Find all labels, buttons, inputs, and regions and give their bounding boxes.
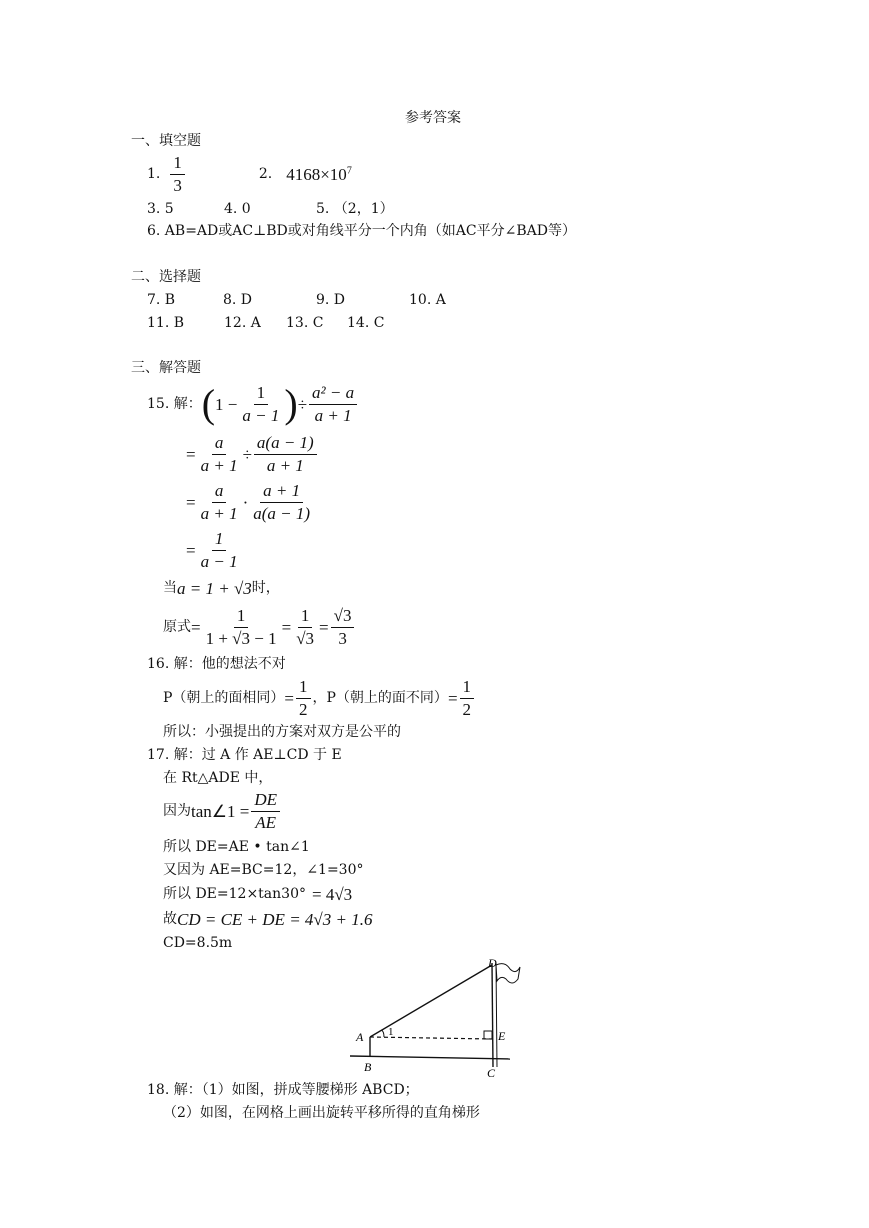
q17-line-2 (163, 788, 282, 834)
figure-flagpole (492, 963, 493, 1067)
figure-label-a: A (356, 1030, 364, 1044)
q15-result-frac-1-den: 1 + √3 − 1 (205, 628, 277, 648)
figure-flag (496, 964, 520, 983)
q16-half-2 (460, 678, 475, 719)
q15-frac-b-den: a + 1 (314, 405, 352, 425)
q15-eq-1: = (186, 444, 196, 464)
fill-q6: 6. AB=AD或AC⊥BD或对角线平分一个内角（如AC平分∠BAD等） (147, 223, 576, 239)
q15-l3-frac-den: a − 1 (200, 551, 238, 571)
q15-result-frac-2 (293, 607, 317, 648)
q16-conclusion: 所以：小强提出的方案对双方是公平的 (163, 724, 401, 740)
q17-line-6 (163, 909, 372, 929)
q16-half-1-den: 2 (299, 699, 308, 719)
q17-line-1: 在 Rt△ADE 中， (163, 770, 273, 786)
section-solve-heading: 三、解答题 (131, 360, 201, 376)
q16-eq-2: = (447, 688, 458, 708)
q15-frac-a-den: a − 1 (242, 405, 280, 425)
q15-frac-b (309, 384, 357, 425)
q15-eq-2: = (186, 492, 196, 512)
q15-l1-frac-a (198, 434, 241, 475)
q15-result-frac-2-num: 1 (298, 607, 313, 628)
q17-line-5-value: = 4√3 (311, 884, 353, 904)
figure-label-e: E (498, 1029, 506, 1043)
figure-label-c: C (487, 1066, 496, 1080)
q15-divide: ÷ (297, 394, 308, 414)
q17-tan-frac (251, 791, 280, 832)
choice-a8: 8. D (223, 292, 253, 308)
section-choice-heading: 二、选择题 (131, 269, 201, 285)
q15-result-frac-3-num: √3 (331, 607, 355, 628)
q15-orig-label: 原式 (163, 619, 191, 635)
section-fill-heading: 一、填空题 (131, 133, 201, 149)
q15-result-frac-1 (203, 607, 280, 648)
q15-frac-a (239, 384, 282, 425)
q17-label: 17. 解：过 A 作 AE⊥CD 于 E (147, 747, 342, 763)
q15-when (163, 578, 280, 598)
q15-l1-frac-a-den: a + 1 (200, 455, 238, 475)
fill-q4: 4. 0 (224, 201, 251, 217)
choice-a12: 12. A (224, 315, 261, 331)
q15-l1-frac-b-num: a(a − 1) (254, 434, 317, 455)
q15-l1-frac-a-num: a (212, 434, 227, 455)
q15-result (163, 604, 356, 650)
q17-tan-frac-num: DE (251, 791, 280, 812)
q16-half-2-num: 1 (460, 678, 475, 699)
q17-figure (350, 955, 540, 1080)
q15-line-3 (186, 528, 243, 572)
choice-a11: 11. B (147, 315, 185, 331)
choice-a7: 7. B (147, 292, 176, 308)
q15-one-minus: 1 − (215, 394, 238, 414)
q15-line-2 (186, 480, 315, 524)
q17-tan-frac-den: AE (255, 812, 277, 832)
q15-l2-frac-a-num: a (212, 482, 227, 503)
q17-line-4: 又因为 AE=BC=12，∠1=30° (163, 862, 364, 878)
q15-when-label: 当 (163, 580, 177, 596)
q15-result-eq-3: = (319, 617, 329, 637)
q17-line-6-text: 故 (163, 911, 177, 927)
q15-result-eq-1: = (191, 617, 201, 637)
q15-eq-3: = (186, 540, 196, 560)
fill-q1-numerator: 1 (170, 154, 185, 175)
fill-q1-label: 1. (147, 166, 161, 182)
q15-l1-frac-b (254, 434, 317, 475)
q16-eq-1: = (284, 688, 295, 708)
fill-q1-fraction (170, 154, 185, 195)
figure-right-angle (484, 1031, 492, 1039)
q15-label: 15. 解： (147, 396, 202, 412)
q15-l3-frac-num: 1 (212, 530, 227, 551)
fill-q2-exponent: 7 (346, 164, 352, 176)
fill-row-1 (147, 154, 352, 194)
fill-q2-label: 2. (258, 166, 273, 182)
q15-l1-divide: ÷ (242, 444, 252, 464)
q15-l2-frac-b-den: a(a − 1) (253, 503, 311, 523)
q16-p-same: P（朝上的面相同） (163, 690, 285, 706)
q15-result-frac-3-den: 3 (338, 628, 347, 648)
fill-q3: 3. 5 (147, 201, 174, 217)
q15-l2-frac-b-num: a + 1 (260, 482, 303, 503)
q18-line-1: 18. 解：（1）如图，拼成等腰梯形 ABCD； (147, 1082, 419, 1098)
fill-q1-denominator: 3 (173, 175, 182, 195)
q15-result-frac-3 (331, 607, 355, 648)
q15-right-paren: ) (284, 381, 298, 426)
q16-label: 16. 解：他的想法不对 (147, 656, 286, 672)
q16-half-1 (296, 678, 311, 719)
q17-because: 因为 (163, 803, 191, 819)
q15-when-tail: 时， (251, 580, 280, 596)
fill-q2-base: 4168×10 (286, 164, 347, 184)
q15-l3-frac (198, 530, 241, 571)
q15-l2-frac-b (250, 482, 313, 523)
q17-tan: tan∠1 = (191, 801, 250, 821)
q15-frac-b-num: a² − a (309, 384, 357, 405)
q15-frac-a-num: 1 (254, 384, 269, 405)
q17-line-5 (163, 884, 352, 904)
q15-l2-frac-a (198, 482, 241, 523)
q15-l2-dot: · (242, 492, 249, 512)
q15-l1-frac-b-den: a + 1 (266, 455, 304, 475)
q18-line-2: （2）如图，在网格上画出旋转平移所得的直角梯形 (163, 1105, 480, 1121)
q15-result-frac-2-den: √3 (296, 628, 315, 648)
q15-result-frac-1-num: 1 (234, 607, 249, 628)
q15-left-paren: ( (201, 381, 216, 426)
choice-a14: 14. C (347, 315, 385, 331)
figure-label-d: D (488, 956, 497, 970)
q15-when-expr: a = 1 + √3 (177, 578, 252, 598)
figure-ground-line (350, 1056, 510, 1059)
q17-line-7: CD=8.5m (163, 935, 233, 951)
q17-line-5-text: 所以 DE=12×tan30° (163, 886, 306, 902)
figure-label-angle: 1 (388, 1026, 394, 1038)
choice-a9: 9. D (316, 292, 346, 308)
page-title: 参考答案 (405, 110, 461, 126)
q17-line-3: 所以 DE=AE • tan∠1 (163, 839, 310, 855)
figure-label-b: B (364, 1060, 372, 1074)
q17-line-6-expr: CD = CE + DE = 4√3 + 1.6 (177, 909, 373, 929)
q16-half-1-num: 1 (296, 678, 311, 699)
q15-l2-frac-a-den: a + 1 (200, 503, 238, 523)
q15-result-eq-2: = (281, 617, 292, 637)
q15-line-0 (147, 380, 359, 428)
choice-a10: 10. A (409, 292, 446, 308)
q16-p-diff: ，P（朝上的面不同） (312, 690, 448, 706)
q16-probabilities (163, 676, 476, 720)
fill-q5: 5. （2，1） (316, 201, 394, 217)
q15-line-1 (186, 432, 319, 476)
choice-a13: 13. C (286, 315, 324, 331)
fill-q2-value (286, 166, 352, 183)
q16-half-2-den: 2 (462, 699, 472, 719)
